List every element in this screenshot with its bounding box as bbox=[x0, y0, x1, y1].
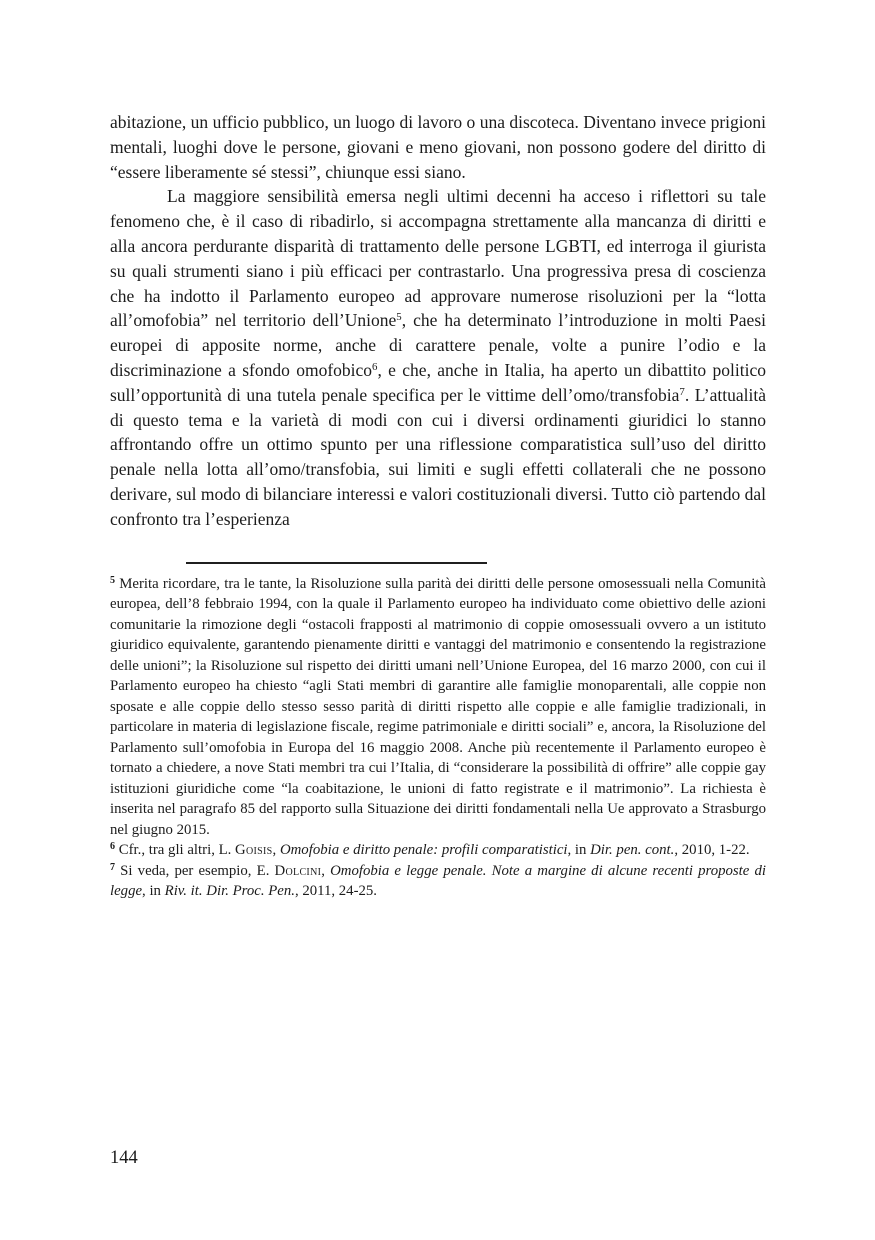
footnote-6-text: , bbox=[272, 842, 280, 859]
footnote-6-text: , 2010, 1-22. bbox=[674, 842, 750, 859]
footnote-7-author: Dolcini bbox=[274, 862, 322, 879]
body-paragraph-2-text: La maggiore sensibilità emersa negli ultimi decenni ha acceso i riflettori su tale fenomeno che, è il caso di ribadirlo, si accompagna strettamente alla mancanza di diritti e alla ancora perdurante disparità di trattamento delle persone LGBTI, ed interroga il giurista su quali strumenti siano i più efficaci per contrastarlo. Una progressiva presa di coscienza che ha indotto il Parlamento europeo ad approvare numerose risoluzioni per la “lotta all’omofobia” nel territorio dell’Unione bbox=[110, 186, 766, 331]
footnote-separator-rule bbox=[186, 562, 487, 564]
footnote-7 bbox=[110, 861, 766, 902]
footnote-7-text: , 2011, 24-25. bbox=[294, 883, 377, 900]
footnote-ref-6: 6 bbox=[372, 361, 378, 374]
footnote-7-text: , bbox=[321, 862, 331, 879]
body-paragraph-2-text: , che ha determinato l’introduzione in molti Paesi europei di apposite norme, anche di carattere penale, volte a punire l’odio e la discriminazione a sfondo omofobico bbox=[110, 310, 766, 380]
footnote-5-text: Merita ricordare, tra le tante, la Risoluzione sulla parità dei diritti delle persone omosessuali nella Comunità europea, dell’8 febbraio 1994, con la quale il Parlamento europeo ha individuato come obiettivo delle azioni comunitarie la rimozione degli “ostacoli frapposti al matrimonio di coppie omosessuali ovvero a un istituto giuridico equivalente, garantendo pienamente diritti e vantaggi del matrimonio e consentendo la registrazione delle unioni”; la Risoluzione sul rispetto dei diritti umani nell’Unione Europea, del 16 marzo 2000, con cui il Parlamento europeo ha chiesto “agli Stati membri di garantire alle famiglie monoparentali, alle coppie non sposate e alle coppie dello stesso sesso parità di diritti rispetto alle coppie e alle famiglie tradizionali, in particolare in materia di legislazione fiscale, regime patrimoniale e diritti sociali” e, ancora, la Risoluzione del Parlamento sull’omofobia in Europa del 16 maggio 2008. Anche più recentemente il Parlamento europeo è tornato a chiedere, a nove Stati membri tra cui l’Italia, di “considerare la possibilità di offrire” alle coppie gay istituzioni giuridiche come “la coabitazione, le unioni di fatto registrate e il matrimonio”. La richiesta è inserita nel paragrafo 85 del rapporto sulla Situazione dei diritti fondamentali nella Ue approvato a Strasburgo nel giugno 2015. bbox=[110, 575, 766, 838]
footnote-6-marker: 6 bbox=[110, 841, 116, 853]
body-paragraph-2-text: , e che, anche in Italia, ha aperto un dibattito politico sull’opportunità di una tutela penale specifica per le vittime dell’omo/transfobia bbox=[110, 359, 766, 405]
footnote-5-marker: 5 bbox=[110, 574, 116, 586]
body-paragraph-2-text: . L’attualità di questo tema e la varietà di modi con cui i diversi ordinamenti giuridici lo stanno affrontando offre un ottimo spunto per una riflessione comparatistica sull’uso del diritto penale nella lotta all’omo/transfobia, sui limiti e sugli effetti collaterali che ne possono derivare, sul modo di bilanciare interessi e valori costituzionali diversi. Tutto ciò partendo dal confronto tra l’esperienza bbox=[110, 384, 766, 529]
footnote-6-text: , in bbox=[567, 842, 591, 859]
footnote-7-text: Si veda, per esempio, E. bbox=[115, 862, 275, 879]
footnote-6-journal: Dir. pen. cont. bbox=[590, 842, 675, 859]
footnote-6-author: Goisis bbox=[235, 842, 273, 859]
footnote-6-text: Cfr., tra gli altri, L. bbox=[115, 842, 236, 859]
footnotes-section bbox=[110, 574, 766, 902]
footnote-7-marker: 7 bbox=[110, 861, 116, 873]
footnote-7-work-title: Omofobia e legge penale. Note a margine di alcune recenti proposte di legge bbox=[110, 862, 767, 900]
footnote-ref-7: 7 bbox=[679, 385, 685, 398]
body-paragraph-1: abitazione, un ufficio pubblico, un luogo di lavoro o una discoteca. Diventano invece prigioni mentali, luoghi dove le persone, giovani e meno giovani, non possono godere del diritto di “essere liberamente sé stessi”, chiunque essi siano. bbox=[110, 112, 766, 182]
footnote-6 bbox=[110, 840, 766, 861]
footnote-7-text: , in bbox=[142, 883, 165, 900]
footnote-5 bbox=[110, 574, 766, 841]
main-text-block bbox=[110, 110, 766, 532]
footnote-7-journal: Riv. it. Dir. Proc. Pen. bbox=[164, 883, 295, 900]
footnote-ref-5: 5 bbox=[396, 311, 402, 324]
body-paragraph-2 bbox=[110, 184, 766, 531]
footnote-6-work-title: Omofobia e diritto penale: profili comparatistici bbox=[279, 842, 568, 859]
page-number: 144 bbox=[110, 1148, 138, 1168]
